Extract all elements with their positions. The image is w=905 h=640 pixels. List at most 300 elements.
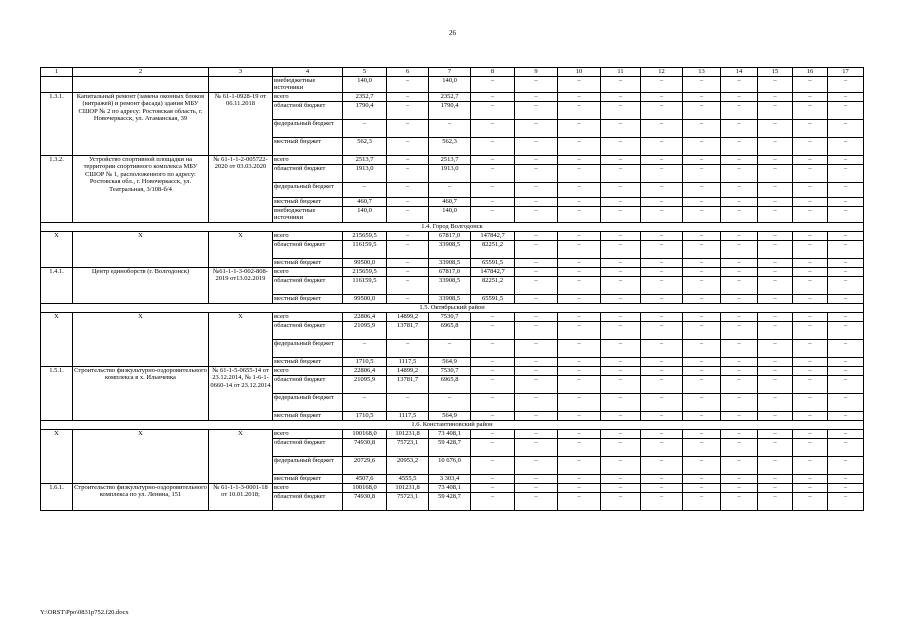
value-cell: 140,0 bbox=[429, 77, 471, 93]
value-cell: – bbox=[793, 366, 828, 375]
funding-source-label: областной бюджет bbox=[273, 102, 343, 120]
value-cell: 564,9 bbox=[429, 411, 471, 420]
value-cell: – bbox=[793, 429, 828, 438]
value-cell: – bbox=[515, 339, 558, 357]
value-cell: – bbox=[601, 267, 641, 276]
value-cell: 460,7 bbox=[429, 198, 471, 207]
value-cell: – bbox=[601, 411, 641, 420]
table-row bbox=[41, 366, 864, 375]
value-cell: 21095,9 bbox=[343, 321, 387, 339]
value-cell: 33908,5 bbox=[429, 276, 471, 294]
value-cell: – bbox=[343, 393, 387, 411]
item-number: 1.4.1. bbox=[41, 267, 73, 303]
value-cell: – bbox=[558, 456, 601, 474]
value-cell: – bbox=[793, 77, 828, 93]
value-cell: – bbox=[828, 93, 864, 102]
value-cell: – bbox=[515, 198, 558, 207]
funding-source-label: областной бюджет bbox=[273, 240, 343, 258]
value-cell: – bbox=[641, 474, 683, 483]
value-cell: – bbox=[471, 102, 515, 120]
value-cell: – bbox=[601, 429, 641, 438]
value-cell: – bbox=[515, 456, 558, 474]
value-cell: – bbox=[683, 456, 721, 474]
value-cell: – bbox=[758, 258, 793, 267]
value-cell: – bbox=[793, 156, 828, 165]
value-cell: – bbox=[683, 156, 721, 165]
funding-source-label: федеральный бюджет bbox=[273, 393, 343, 411]
value-cell: 6965,8 bbox=[429, 321, 471, 339]
value-cell: – bbox=[683, 258, 721, 267]
value-cell: – bbox=[387, 231, 429, 240]
value-cell: 74930,8 bbox=[343, 492, 387, 510]
value-cell: – bbox=[387, 267, 429, 276]
value-cell: – bbox=[471, 207, 515, 223]
value-cell: – bbox=[683, 492, 721, 510]
value-cell: – bbox=[683, 294, 721, 303]
value-cell: – bbox=[515, 312, 558, 321]
value-cell: – bbox=[641, 102, 683, 120]
value-cell: – bbox=[793, 198, 828, 207]
value-cell: – bbox=[721, 93, 758, 102]
value-cell: – bbox=[387, 165, 429, 183]
value-cell: – bbox=[758, 294, 793, 303]
item-document: № 61-1-1-2-005722-2020 от 03.03.2020 bbox=[209, 156, 273, 223]
value-cell: – bbox=[558, 492, 601, 510]
item-document: №61-1-1-3-002-808-2019 от13.02.2019 bbox=[209, 267, 273, 303]
item-number: 1.3.1. bbox=[41, 93, 73, 156]
value-cell: – bbox=[471, 366, 515, 375]
value-cell: – bbox=[793, 240, 828, 258]
value-cell: 116159,5 bbox=[343, 240, 387, 258]
value-cell: – bbox=[758, 375, 793, 393]
value-cell: – bbox=[641, 411, 683, 420]
funding-source-label: федеральный бюджет bbox=[273, 339, 343, 357]
value-cell: – bbox=[758, 102, 793, 120]
value-cell: – bbox=[793, 411, 828, 420]
value-cell: – bbox=[641, 456, 683, 474]
value-cell: – bbox=[471, 375, 515, 393]
value-cell: 13781,7 bbox=[387, 321, 429, 339]
value-cell: – bbox=[558, 483, 601, 492]
value-cell: – bbox=[558, 156, 601, 165]
value-cell: – bbox=[515, 366, 558, 375]
value-cell: – bbox=[721, 366, 758, 375]
value-cell: – bbox=[641, 77, 683, 93]
value-cell: – bbox=[758, 456, 793, 474]
value-cell: – bbox=[387, 93, 429, 102]
value-cell: – bbox=[471, 312, 515, 321]
value-cell: – bbox=[601, 456, 641, 474]
value-cell: – bbox=[758, 492, 793, 510]
value-cell: – bbox=[828, 492, 864, 510]
value-cell: 100168,0 bbox=[343, 483, 387, 492]
value-cell: – bbox=[721, 321, 758, 339]
value-cell: – bbox=[793, 294, 828, 303]
value-cell: – bbox=[601, 375, 641, 393]
column-header: 8 bbox=[471, 68, 515, 77]
value-cell: – bbox=[471, 339, 515, 357]
value-cell: – bbox=[683, 312, 721, 321]
funding-source-label: внебюджетные источники bbox=[273, 207, 343, 223]
item-document: № 61-1-0928-19 от 06.11.2018 bbox=[209, 93, 273, 156]
value-cell: – bbox=[558, 438, 601, 456]
value-cell: – bbox=[721, 165, 758, 183]
value-cell: – bbox=[641, 366, 683, 375]
value-cell: – bbox=[471, 165, 515, 183]
value-cell: – bbox=[828, 357, 864, 366]
value-cell: – bbox=[758, 120, 793, 138]
value-cell: 65591,5 bbox=[471, 258, 515, 267]
funding-source-label: местный бюджет bbox=[273, 411, 343, 420]
value-cell: – bbox=[828, 231, 864, 240]
value-cell: – bbox=[828, 240, 864, 258]
value-cell: – bbox=[828, 483, 864, 492]
value-cell: – bbox=[601, 357, 641, 366]
funding-source-label: всего bbox=[273, 156, 343, 165]
value-cell: – bbox=[758, 207, 793, 223]
value-cell: – bbox=[471, 393, 515, 411]
value-cell: – bbox=[558, 321, 601, 339]
value-cell: 33908,5 bbox=[429, 240, 471, 258]
value-cell: – bbox=[793, 138, 828, 156]
value-cell: 3 303,4 bbox=[429, 474, 471, 483]
value-cell: 564,9 bbox=[429, 357, 471, 366]
value-cell: – bbox=[641, 339, 683, 357]
value-cell: 59 428,7 bbox=[429, 492, 471, 510]
value-cell: – bbox=[683, 77, 721, 93]
value-cell: – bbox=[793, 267, 828, 276]
value-cell: – bbox=[828, 375, 864, 393]
value-cell: – bbox=[683, 102, 721, 120]
value-cell: – bbox=[828, 429, 864, 438]
column-header: 17 bbox=[828, 68, 864, 77]
value-cell: 6965,8 bbox=[429, 375, 471, 393]
column-header: 4 bbox=[273, 68, 343, 77]
value-cell: 4555,5 bbox=[387, 474, 429, 483]
funding-source-label: областной бюджет bbox=[273, 165, 343, 183]
value-cell: 67817,0 bbox=[429, 231, 471, 240]
value-cell: – bbox=[641, 165, 683, 183]
funding-source-label: всего bbox=[273, 267, 343, 276]
value-cell: – bbox=[758, 267, 793, 276]
value-cell: – bbox=[758, 474, 793, 483]
value-cell: 1117,5 bbox=[387, 411, 429, 420]
section-title: 1.4. Город Волгодонск bbox=[41, 222, 864, 231]
value-cell: – bbox=[683, 366, 721, 375]
value-cell: – bbox=[721, 183, 758, 198]
value-cell: 22806,4 bbox=[343, 312, 387, 321]
value-cell: – bbox=[793, 120, 828, 138]
value-cell: – bbox=[471, 77, 515, 93]
column-header: 16 bbox=[793, 68, 828, 77]
value-cell: – bbox=[515, 231, 558, 240]
value-cell: – bbox=[641, 138, 683, 156]
value-cell: – bbox=[828, 411, 864, 420]
value-cell: – bbox=[828, 165, 864, 183]
funding-source-label: областной бюджет bbox=[273, 438, 343, 456]
value-cell: – bbox=[601, 321, 641, 339]
value-cell: 1710,5 bbox=[343, 357, 387, 366]
table-row bbox=[41, 156, 864, 165]
value-cell: – bbox=[721, 156, 758, 165]
value-cell: – bbox=[758, 231, 793, 240]
value-cell: – bbox=[601, 276, 641, 294]
value-cell: – bbox=[641, 483, 683, 492]
column-header: 15 bbox=[758, 68, 793, 77]
value-cell: – bbox=[515, 411, 558, 420]
footer-file-path: Y:\ORST\Ppo\0831p752.f20.docx bbox=[40, 609, 129, 616]
item-name: Центр единоборств (г. Волгодонск) bbox=[73, 267, 209, 303]
value-cell: – bbox=[515, 165, 558, 183]
value-cell: – bbox=[683, 483, 721, 492]
value-cell: – bbox=[828, 321, 864, 339]
value-cell: 147842,7 bbox=[471, 267, 515, 276]
value-cell: – bbox=[793, 231, 828, 240]
value-cell: – bbox=[793, 339, 828, 357]
value-cell: – bbox=[558, 240, 601, 258]
value-cell: 74930,8 bbox=[343, 438, 387, 456]
value-cell: – bbox=[793, 258, 828, 267]
value-cell: – bbox=[601, 183, 641, 198]
value-cell: – bbox=[721, 429, 758, 438]
value-cell: – bbox=[471, 93, 515, 102]
value-cell: – bbox=[558, 357, 601, 366]
value-cell: 14899,2 bbox=[387, 366, 429, 375]
value-cell: – bbox=[721, 198, 758, 207]
value-cell: – bbox=[471, 474, 515, 483]
value-cell: – bbox=[387, 258, 429, 267]
value-cell: – bbox=[471, 156, 515, 165]
value-cell: – bbox=[558, 411, 601, 420]
value-cell: – bbox=[601, 240, 641, 258]
value-cell: – bbox=[721, 294, 758, 303]
value-cell: – bbox=[515, 258, 558, 267]
value-cell: – bbox=[758, 198, 793, 207]
value-cell: 33908,5 bbox=[429, 294, 471, 303]
value-cell: – bbox=[683, 321, 721, 339]
value-cell: – bbox=[601, 93, 641, 102]
value-cell: – bbox=[558, 120, 601, 138]
value-cell: 2352,7 bbox=[429, 93, 471, 102]
value-cell: – bbox=[793, 276, 828, 294]
section-heading-row bbox=[41, 420, 864, 429]
value-cell: – bbox=[601, 393, 641, 411]
value-cell: – bbox=[343, 339, 387, 357]
item-document: Х bbox=[209, 231, 273, 267]
value-cell: – bbox=[683, 183, 721, 198]
value-cell: – bbox=[683, 411, 721, 420]
value-cell: – bbox=[721, 312, 758, 321]
value-cell: – bbox=[683, 198, 721, 207]
value-cell: – bbox=[793, 492, 828, 510]
column-header: 9 bbox=[515, 68, 558, 77]
value-cell: – bbox=[793, 393, 828, 411]
value-cell: – bbox=[343, 183, 387, 198]
value-cell: – bbox=[758, 366, 793, 375]
value-cell: – bbox=[558, 474, 601, 483]
value-cell: – bbox=[793, 93, 828, 102]
value-cell: 140,0 bbox=[343, 207, 387, 223]
value-cell: – bbox=[601, 102, 641, 120]
value-cell: 1790,4 bbox=[429, 102, 471, 120]
value-cell: – bbox=[601, 198, 641, 207]
value-cell: – bbox=[558, 165, 601, 183]
funding-source-label: всего bbox=[273, 483, 343, 492]
value-cell: – bbox=[828, 183, 864, 198]
value-cell: – bbox=[558, 258, 601, 267]
value-cell: – bbox=[641, 120, 683, 138]
value-cell: – bbox=[721, 357, 758, 366]
value-cell: – bbox=[471, 483, 515, 492]
value-cell: – bbox=[558, 393, 601, 411]
value-cell: – bbox=[601, 339, 641, 357]
value-cell: – bbox=[683, 276, 721, 294]
value-cell: – bbox=[683, 339, 721, 357]
value-cell: – bbox=[721, 474, 758, 483]
value-cell: – bbox=[721, 492, 758, 510]
value-cell: 101231,8 bbox=[387, 429, 429, 438]
value-cell: – bbox=[641, 267, 683, 276]
value-cell: – bbox=[515, 375, 558, 393]
column-header: 1 bbox=[41, 68, 73, 77]
value-cell: – bbox=[515, 483, 558, 492]
value-cell: – bbox=[387, 102, 429, 120]
value-cell: – bbox=[721, 138, 758, 156]
section-heading-row bbox=[41, 303, 864, 312]
value-cell: – bbox=[515, 240, 558, 258]
value-cell: – bbox=[683, 474, 721, 483]
column-header: 14 bbox=[721, 68, 758, 77]
value-cell: – bbox=[558, 429, 601, 438]
value-cell: – bbox=[721, 375, 758, 393]
value-cell: – bbox=[641, 207, 683, 223]
item-name: Капитальный ремонт (замена оконных блоков (витражей) и ремонт фасада) здания МБУ СШОР № 2 по адресу: Ростовская область, г. Новочеркасск, ул. Атаманская, 39 bbox=[73, 93, 209, 156]
funding-source-label: всего bbox=[273, 93, 343, 102]
value-cell: – bbox=[558, 366, 601, 375]
value-cell: – bbox=[601, 138, 641, 156]
value-cell: – bbox=[828, 102, 864, 120]
value-cell: – bbox=[515, 93, 558, 102]
value-cell: – bbox=[558, 77, 601, 93]
value-cell: 75723,1 bbox=[387, 438, 429, 456]
value-cell: 59 428,7 bbox=[429, 438, 471, 456]
item-number: Х bbox=[41, 312, 73, 366]
value-cell: – bbox=[429, 393, 471, 411]
value-cell: – bbox=[721, 393, 758, 411]
value-cell: 116159,5 bbox=[343, 276, 387, 294]
value-cell: – bbox=[758, 411, 793, 420]
value-cell: – bbox=[793, 312, 828, 321]
value-cell: – bbox=[683, 138, 721, 156]
value-cell: – bbox=[387, 207, 429, 223]
section-heading-row bbox=[41, 222, 864, 231]
value-cell: – bbox=[721, 258, 758, 267]
value-cell: – bbox=[387, 183, 429, 198]
value-cell: 140,0 bbox=[343, 77, 387, 93]
value-cell: – bbox=[793, 375, 828, 393]
value-cell: 100168,0 bbox=[343, 429, 387, 438]
value-cell: – bbox=[683, 357, 721, 366]
funding-source-label: областной бюджет bbox=[273, 276, 343, 294]
value-cell: 2513,7 bbox=[429, 156, 471, 165]
value-cell: – bbox=[683, 231, 721, 240]
value-cell: – bbox=[683, 429, 721, 438]
value-cell: – bbox=[471, 138, 515, 156]
value-cell: – bbox=[758, 93, 793, 102]
value-cell: – bbox=[601, 231, 641, 240]
value-cell: – bbox=[641, 438, 683, 456]
value-cell: 99500,0 bbox=[343, 258, 387, 267]
value-cell: – bbox=[828, 207, 864, 223]
value-cell: 75723,1 bbox=[387, 492, 429, 510]
value-cell: – bbox=[471, 198, 515, 207]
item-number: Х bbox=[41, 231, 73, 267]
value-cell: – bbox=[758, 393, 793, 411]
value-cell: 65591,5 bbox=[471, 294, 515, 303]
value-cell: – bbox=[558, 102, 601, 120]
value-cell: – bbox=[828, 267, 864, 276]
value-cell: – bbox=[828, 138, 864, 156]
column-header: 7 bbox=[429, 68, 471, 77]
item-number: 1.3.2. bbox=[41, 156, 73, 223]
value-cell: – bbox=[471, 411, 515, 420]
value-cell: – bbox=[793, 483, 828, 492]
value-cell: – bbox=[828, 294, 864, 303]
page-number: 26 bbox=[449, 29, 456, 37]
value-cell: – bbox=[471, 357, 515, 366]
value-cell: – bbox=[793, 207, 828, 223]
item-name: Х bbox=[73, 312, 209, 366]
value-cell: – bbox=[558, 93, 601, 102]
funding-source-label: внебюджетные источники bbox=[273, 77, 343, 93]
value-cell: – bbox=[429, 183, 471, 198]
value-cell: – bbox=[721, 231, 758, 240]
value-cell: – bbox=[558, 375, 601, 393]
value-cell: – bbox=[471, 321, 515, 339]
value-cell: – bbox=[641, 492, 683, 510]
value-cell: – bbox=[515, 267, 558, 276]
value-cell: 73 408,1 bbox=[429, 483, 471, 492]
value-cell: – bbox=[683, 267, 721, 276]
value-cell: – bbox=[558, 267, 601, 276]
value-cell: – bbox=[387, 138, 429, 156]
value-cell: – bbox=[793, 321, 828, 339]
value-cell: – bbox=[471, 492, 515, 510]
value-cell: – bbox=[515, 474, 558, 483]
value-cell: – bbox=[471, 438, 515, 456]
value-cell: 215659,5 bbox=[343, 231, 387, 240]
value-cell: – bbox=[721, 77, 758, 93]
item-number: 1.6.1. bbox=[41, 483, 73, 510]
value-cell: 99500,0 bbox=[343, 294, 387, 303]
value-cell: 7530,7 bbox=[429, 312, 471, 321]
item-number: Х bbox=[41, 429, 73, 483]
value-cell: – bbox=[721, 456, 758, 474]
value-cell: – bbox=[758, 429, 793, 438]
value-cell: – bbox=[387, 156, 429, 165]
value-cell: – bbox=[515, 321, 558, 339]
table-row bbox=[41, 429, 864, 438]
column-header: 3 bbox=[209, 68, 273, 77]
value-cell: – bbox=[721, 207, 758, 223]
value-cell: – bbox=[721, 411, 758, 420]
value-cell: 140,0 bbox=[429, 207, 471, 223]
value-cell: – bbox=[601, 312, 641, 321]
value-cell: 20953,2 bbox=[387, 456, 429, 474]
value-cell: 1913,0 bbox=[343, 165, 387, 183]
value-cell: – bbox=[828, 438, 864, 456]
value-cell: – bbox=[758, 165, 793, 183]
